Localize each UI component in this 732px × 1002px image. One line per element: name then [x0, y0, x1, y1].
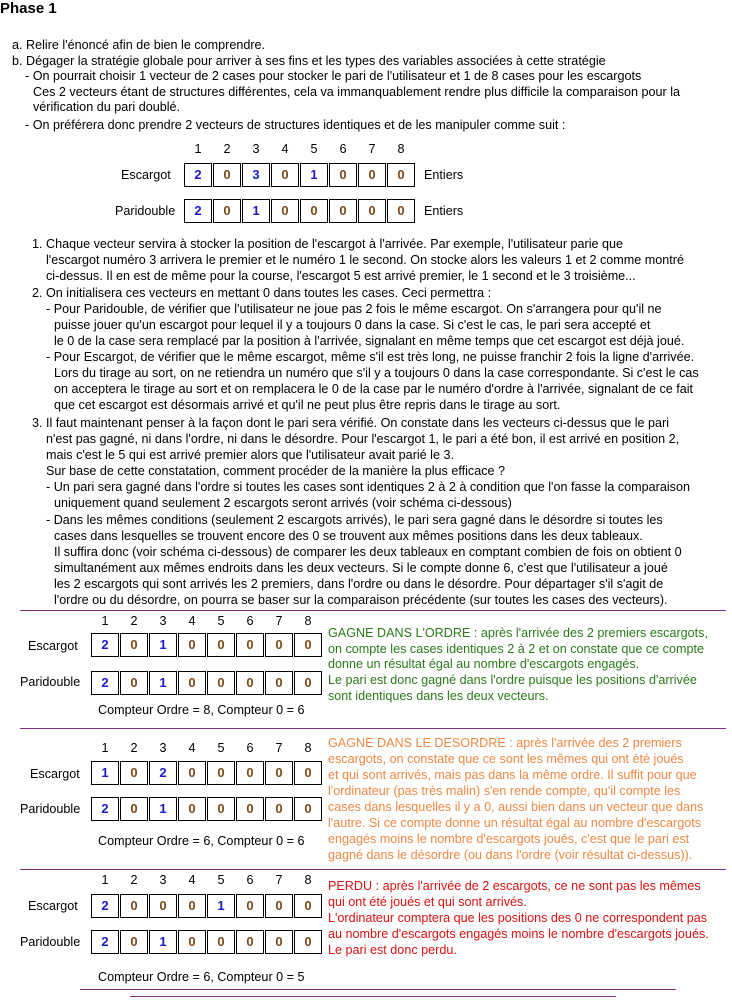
escargot-label: Escargot	[121, 168, 171, 182]
vector-cell: 0	[275, 765, 283, 780]
separator	[80, 989, 676, 990]
explanation-line: l'autre. Si ce compte donne un résultat égal au nombre d'escargots	[328, 816, 702, 830]
vector-cell: 0	[310, 203, 318, 218]
intro-line: Ces 2 vecteurs étant de structures différentes, cela va immanquablement rendre plus difficile la comparaison pour la	[33, 85, 681, 99]
index-row: 1 2 3 4 5 6 7 8	[101, 614, 312, 628]
explanation-line: GAGNE DANS LE DESORDRE : après l'arrivée des 2 premiers	[328, 736, 682, 750]
explanation-line: sont identiques dans les deux vecteurs.	[328, 689, 549, 703]
text-line: n'est pas gagné, ni dans l'ordre, ni dans le désordre. Pour l'escargot 1, le pari a été bon, il est arrivé en position 2,	[46, 432, 680, 446]
explanation-line: cases dans lesquelles il y a 0, aussi bien dans un vecteur que dans	[328, 800, 704, 814]
text-line: Il suffira donc (voir schéma ci-dessous) de comparer les deux tableaux en comptant combien de fois on obtient 0	[54, 545, 682, 559]
vector-cell: 2	[101, 801, 109, 816]
text-line: cases dans lesquelles se trouvent encore des 0 se trouvent aux mêmes positions dans les deux tableaux.	[54, 529, 643, 543]
vector-cell: 0	[130, 898, 138, 913]
vector-cell: 0	[130, 801, 138, 816]
separator	[20, 869, 726, 870]
text-line: mais c'est le 5 qui est arrivé premier alors que l'utilisateur avait parié le 3.	[46, 448, 454, 462]
vector-cell: 0	[281, 203, 289, 218]
vector-cell: 0	[217, 675, 225, 690]
vector-cell: 2	[101, 934, 109, 949]
explanation-line: donne un résultat égal au nombre d'escargots engagés.	[328, 657, 640, 671]
explanation-line: L'ordinateur comptera que les positions des 0 ne correspondent pas	[328, 911, 708, 925]
vector-cell: 0	[397, 167, 405, 182]
vector-cell: 2	[194, 167, 202, 182]
vector-cell: 0	[188, 637, 196, 652]
vector-cell: 3	[252, 167, 260, 182]
type-label: Entiers	[424, 168, 464, 182]
type-label: Entiers	[424, 204, 464, 218]
vector-cell: 0	[246, 765, 254, 780]
vector-cell: 0	[246, 801, 254, 816]
vector-cell: 0	[304, 765, 312, 780]
vector-cell: 0	[304, 898, 312, 913]
text-line: - Pour Escargot, de vérifier que le même escargot, même s'il est très long, ne puisse franchir 2 fois la ligne d'arrivée.	[46, 350, 695, 364]
counter-text: Compteur Ordre = 6, Compteur 0 = 6	[98, 834, 305, 848]
vector-cell: 0	[275, 637, 283, 652]
text-line: ci-dessus. Il en est de même pour la course, l'escargot 5 est arrivé premier, le 1 second et le 3 troisième...	[46, 269, 636, 283]
paridouble-label: Paridouble	[20, 935, 81, 949]
vector-cell: 0	[130, 675, 138, 690]
vector-cell: 0	[281, 167, 289, 182]
text-line: on acceptera le tirage au sort et on remplacera le 0 de la case par le numéro d'ordre à l'arrivée, signalant de ce fait	[54, 382, 694, 396]
escargot-label: Escargot	[28, 899, 78, 913]
vector-cell: 0	[217, 934, 225, 949]
text-line: Sur base de cette constatation, comment procéder de la manière la plus efficace ?	[46, 464, 506, 478]
vector-cell: 2	[194, 203, 202, 218]
vector-cell: 2	[101, 898, 109, 913]
text-line: le 0 de la case sera remplacé par la position à l'arrivée, signalant en même temps que cet escargot est déjà joué.	[54, 334, 685, 348]
text-line: Lors du tirage au sort, on ne retiendra un numéro que s'il y a toujours 0 dans la case correspondante. Si c'est le cas	[54, 366, 699, 380]
intro-line: b. Dégager la stratégie globale pour arriver à ses fins et les types des variables associées à cette stratégie	[12, 54, 606, 68]
vector-cell: 0	[246, 934, 254, 949]
vector-cell: 0	[339, 167, 347, 182]
vector-cell: 0	[217, 801, 225, 816]
separator	[20, 610, 726, 611]
page-title: Phase 1	[0, 0, 57, 17]
vector-cell: 0	[275, 934, 283, 949]
paridouble-label: Paridouble	[20, 675, 81, 689]
counter-text: Compteur Ordre = 6, Compteur 0 = 5	[98, 970, 305, 984]
counter-text: Compteur Ordre = 8, Compteur 0 = 6	[98, 703, 305, 717]
text-line: 1. Chaque vecteur servira à stocker la position de l'escargot à l'arrivée. Par exemple, l'utilisateur parie que	[32, 237, 624, 251]
explanation-line: on compte les cases identiques 2 à 2 et on constate que ce compte	[328, 642, 704, 656]
vector-cell: 0	[223, 167, 231, 182]
index-row: 1 2 3 4 5 6 7 8	[101, 741, 312, 755]
vector-cell: 1	[252, 203, 260, 218]
vector-cell: 0	[159, 898, 167, 913]
vector-cell: 0	[246, 675, 254, 690]
index-row: 1 2 3 4 5 6 7 8	[101, 873, 312, 887]
vector-cell: 2	[101, 637, 109, 652]
text-line: puisse jouer qu'un escargot pour lequel il y a toujours 0 dans la case. Si c'est le cas, le pari sera accepté et	[54, 318, 651, 332]
vector-cell: 0	[246, 898, 254, 913]
explanation-line: Le pari est donc perdu.	[328, 943, 457, 957]
vector-cell: 0	[304, 934, 312, 949]
explanation-line: au nombre d'escargots engagés moins le nombre d'escargots joués.	[328, 927, 709, 941]
vector-cell: 0	[304, 637, 312, 652]
paridouble-label: Paridouble	[115, 204, 176, 218]
vector-cell: 0	[188, 898, 196, 913]
text-line: 3. Il faut maintenant penser à la façon dont le pari sera vérifié. On constate dans les vecteurs ci-dessus que le pari	[32, 416, 670, 430]
escargot-label: Escargot	[30, 767, 80, 781]
vector-cell: 0	[246, 637, 254, 652]
intro-line: - On pourrait choisir 1 vecteur de 2 cases pour stocker le pari de l'utilisateur et 1 de 8 cases pour les escargots	[25, 69, 642, 83]
vector-cell: 0	[304, 675, 312, 690]
index-row: 1 2 3 4 5 6 7 8	[194, 142, 405, 156]
vector-cell: 0	[275, 675, 283, 690]
vector-cell: 0	[223, 203, 231, 218]
vector-cell: 1	[159, 675, 167, 690]
vector-cell: 0	[339, 203, 347, 218]
text-line: - Dans les mêmes conditions (seulement 2 escargots arrivés), le pari sera gagné dans le désordre si toutes les	[46, 513, 663, 527]
vector-cell: 0	[217, 765, 225, 780]
separator	[20, 728, 726, 729]
text-line: l'ordre ou du désordre, on pourra se baser sur la comparaison précédente (sur toutes les cases des vecteurs).	[54, 593, 668, 607]
vector-cell: 2	[159, 765, 167, 780]
text-line: que cet escargot est désormais arrivé et qu'il ne peut plus être repris dans le tirage au sort.	[54, 398, 561, 412]
vector-cell: 0	[188, 801, 196, 816]
explanation-line: GAGNE DANS L'ORDRE : après l'arrivée des 2 premiers escargots,	[328, 626, 708, 640]
intro-line: a. Relire l'énoncé afin de bien le comprendre.	[12, 38, 266, 52]
vector-cell: 0	[188, 765, 196, 780]
paridouble-label: Paridouble	[20, 802, 81, 816]
explanation-line: gagné dans le désordre (ou dans l'ordre (voir résultat ci-dessus)).	[328, 848, 693, 862]
text-line: - Pour Paridouble, de vérifier que l'utilisateur ne joue pas 2 fois le même escargot. On s'arrangera pour qu'il ne	[46, 302, 662, 316]
vector-cell: 1	[159, 801, 167, 816]
explanation-line: qui ont été joués et qui sont arrivés.	[328, 895, 527, 909]
explanation-line: Le pari est donc gagné dans l'ordre puisque les positions d'arrivée	[328, 673, 697, 687]
vector-cell: 0	[368, 167, 376, 182]
text-line: les 2 escargots qui sont arrivés les 2 premiers, dans l'ordre ou dans le désordre. Pour départager s'il s'agit de	[54, 577, 664, 591]
vector-cell: 0	[217, 637, 225, 652]
explanation-line: et qui sont arrivés, mais pas dans la même ordre. Il suffit pour que	[328, 768, 697, 782]
vector-cell: 1	[217, 898, 225, 913]
vector-cell: 0	[130, 934, 138, 949]
text-line: l'escargot numéro 3 arrivera le premier et le numéro 1 le second. On stocke alors les valeurs 1 et 2 comme montré	[46, 253, 684, 267]
vector-cell: 0	[130, 765, 138, 780]
escargot-label: Escargot	[28, 639, 78, 653]
explanation-line: l'ordinateur (pas très malin) s'en rende compte, qu'il compte les	[328, 784, 681, 798]
explanation-line: escargots, on constate que ce sont les mêmes qui ont été joués	[328, 752, 684, 766]
text-line: uniquement quand seulement 2 escargots seront arrivés (voir schéma ci-dessous)	[54, 496, 512, 510]
text-line: - Un pari sera gagné dans l'ordre si toutes les cases sont identiques 2 à 2 à condition que l'on fasse la comparaison	[46, 480, 690, 494]
explanation-line: engagés moins le nombre d'escargots joués, c'est que le pari est	[328, 832, 690, 846]
intro-line: vérification du pari doublé.	[33, 100, 181, 114]
separator	[130, 996, 616, 997]
vector-cell: 1	[101, 765, 109, 780]
text-line: simultanément aux mêmes endroits dans les deux vecteurs. Si le compte donne 6, c'est que l'utilisateur a joué	[54, 561, 668, 575]
vector-cell: 0	[304, 801, 312, 816]
vector-cell: 0	[368, 203, 376, 218]
vector-cell: 1	[159, 934, 167, 949]
vector-cell: 0	[188, 675, 196, 690]
text-line: 2. On initialisera ces vecteurs en mettant 0 dans toutes les cases. Ceci permettra :	[32, 286, 492, 300]
vector-cell: 1	[310, 167, 318, 182]
vector-cell: 0	[130, 637, 138, 652]
vector-cell: 2	[101, 675, 109, 690]
explanation-line: PERDU : après l'arrivée de 2 escargots, ce ne sont pas les mêmes	[328, 879, 701, 893]
vector-cell: 0	[188, 934, 196, 949]
vector-cell: 0	[275, 801, 283, 816]
vector-cell: 1	[159, 637, 167, 652]
intro-line: - On préférera donc prendre 2 vecteurs de structures identiques et de les manipuler comme suit :	[25, 118, 566, 132]
vector-cell: 0	[397, 203, 405, 218]
vector-cell: 0	[275, 898, 283, 913]
